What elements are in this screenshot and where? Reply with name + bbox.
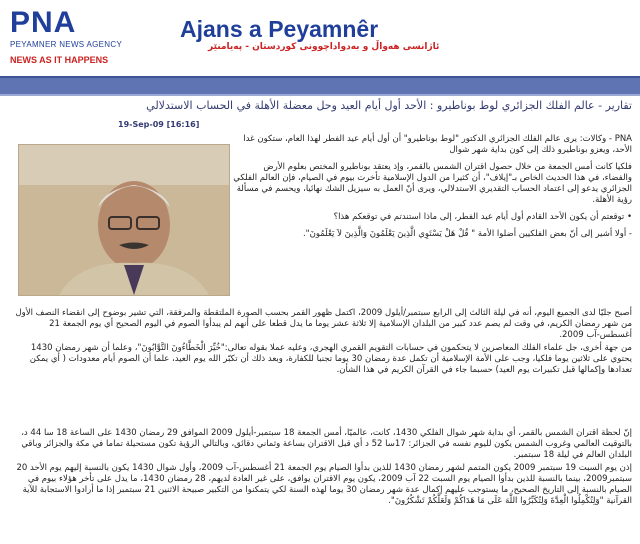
- site-title: Ajans a Peyamnêr: [180, 16, 379, 42]
- article-paragraph: فلكيا كانت أمس الجمعة من خلال حصول اقتران الشمس بالقمر، وإذ يعتقد بوناطيرو المختص بعلوم الأرض والفضاء، في هذا الحديث الخاص بـ"إيلاف"، أن كثيرا من الدول الإسلامية تأخرت بيوم في الصيام، فإن العالم الفلكي الجزائري يدعو إلى اعتماد الحساب التقديري الاستدلالي، ويرى أنّ العمل به سيزيل الشك نهائيا، ويحسم في مسألة رؤية الأهلة.: [233, 162, 632, 205]
- article-body-2: [12, 428, 632, 509]
- article-paragraph: - أولا أشير إلى أنّ بعض الفلكيين أضلوا الأمة " قُلْ هَلْ يَسْتَوِي الَّذِينَ يَعْلَمُونَ وَالَّذِينَ لاَ يَعْلَمُونَ".: [302, 229, 632, 239]
- article-paragraph: إذن يوم السبت 19 سبتمبر 2009 يكون المتمم لشهر رمضان 1430 للذين بدأوا الصيام يوم الجمعة 21 أغسطس-آب 2009، وأول شوال 1430 يكون بالنسبة إليهم يوم الأحد 20 سبتمبر2009، بينما بالنسبة للذين بدأوا الصيام يوم السبت 22 آب 2009، يكون يوم الاقتران يوافق، على غير العادة لديهم، 28 رمضان 1430، ما يدل على تأخر هؤلاء بيوم في الصيام بالنسبة إلى التاريخ الصحيح، ما يستوجب عليهم إكمال عدة شهر رمضان 30 يوما لهذه السنة لكي يتمكنوا من التكبير صبيحة الاثنين 21 سبتمبر إذا ما أرادوا الاستجابة للآية القرآنية "وَلِتُكْمِلُوا الْعِدَّةَ وَلِتُكَبِّرُوا اللَّهَ عَلَى مَا هَدَاكُمْ وَلَعَلَّكُمْ تَشْكُرُونَ".: [16, 463, 632, 506]
- logo-text: PNA: [10, 6, 77, 39]
- article-photo: [18, 144, 230, 296]
- article-intro: [232, 134, 632, 246]
- site-logo[interactable]: [10, 8, 160, 65]
- portrait-image: [19, 145, 229, 295]
- article-headline: تقارير - عالم الفلك الجزائري لوط بوناطيرو : الأحد أول أيام العيد وحل معضلة الأهلة في الحساب الاستدلالي: [146, 99, 632, 112]
- article-content: [0, 96, 640, 544]
- article-paragraph: • توقعتم أن يكون الأحد القادم أول أيام عيد الفطر، إلى ماذا استندتم في توقعكم هذا؟: [333, 212, 632, 222]
- article-date: 19-Sep-09 [16:16]: [118, 120, 200, 129]
- logo-tagline: NEWS AS IT HAPPENS: [10, 55, 109, 65]
- article-paragraph: إنّ لحظة اقتران الشمس بالقمر، أي بداية شهر شوال الفلكي 1430، كانت، عالميّا، أمس الجمعة 18 سبتمبر-أيلول 2009 الموافق 29 رمضان 1430 على الساعة 18 سا 44 د، بالتوقيت العالمي وغروب الشمس يكون لليوم نفسه في الجزائر: 17سا 52 د أي قبل الاقتران بساعة وثماني دقائق، وبالتالي الرؤية تكون مستحيلة تماما في مكة والجزائر وباقي البلدان العالم في ليلة 18 سبتمبر.: [21, 428, 632, 460]
- article-paragraph: PNA - وكالات: يرى عالم الفلك الجزائري الدكتور "لوط بوناطيرو" أن أول أيام عيد الفطر لهذا العام، ستكون غدا الأحد، ويعزو بوناطيرو ذلك إلى كون بداية شهر شوال: [243, 134, 632, 155]
- article-paragraph: من جهة أخرى، جل علماء الفلك المعاصرين لا يتحكمون في حسابات التقويم القمري الهجري، وعليه عملا بقوله تعالى:"خُيِّرَ الْخَطَّاءُونَ التَّوَّابُونَ"، وعلما أن شهر رمضان 1430 يحتوي على ثلاثين يوما فلكيا، وجب على الأمة الإسلامية أن تكمل عدة رمضان 30 يوما تجنبا للكفارة، وبعد ذلك أن تكبّر الله يوم العيد، علما أن الصوم أيام معدودات ( أي يمكن تعدادها وإكمالها قبل تكبيرات يوم العيد) حسبما جاء في القرآن الكريم في هذا الشأن.: [29, 343, 632, 375]
- logo-subtitle: PEYAMNER NEWS AGENCY: [10, 40, 123, 49]
- article-body-1: [12, 308, 632, 378]
- article-paragraph: أصبح جليّا لدى الجميع اليوم، أنه في ليلة الثالث إلى الرابع سبتمبر/أيلول 2009، اكتمل ظهور القمر بحسب الصورة الملتقطة والمرفقة، التي تشير بوضوح إلى انقضاء النصف الأول من شهر رمضان الكريم، في وقت لم يصم عدد كبير من البلدان الإسلامية إلا ثلاثة عشر يوما ما يدل قطعا على أنهم لم يبدأوا الصوم في اليوم الصحيح أي يوم الجمعة 21 أغسطس-آب 2009.: [15, 308, 632, 340]
- site-header: [0, 0, 640, 76]
- nav-bar: [0, 76, 640, 96]
- site-subtitle: ئاژانسی هەواڵ و بەدواداچوونی کوردستان - پەیامنێر: [208, 42, 440, 52]
